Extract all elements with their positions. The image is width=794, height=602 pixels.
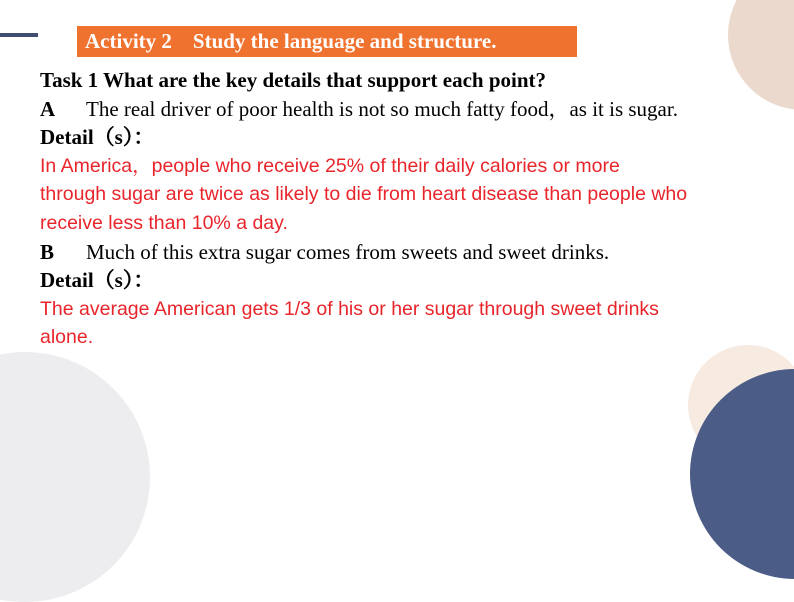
point-a: [40, 95, 780, 124]
point-b: [40, 238, 780, 267]
point-a-detail-label: Detail（s）：: [40, 125, 155, 150]
point-b-text: Much of this extra sugar comes from sweets and sweet drinks.: [86, 239, 610, 264]
point-b-detail-label: Detail（s）：: [40, 268, 155, 293]
point-b-label: B: [40, 239, 55, 264]
task-title: Task 1 What are the key details that support each point?: [40, 68, 547, 92]
point-a-detail-line: receive less than 10% a day.: [40, 211, 288, 234]
point-a-label: A: [40, 96, 56, 121]
point-a-detail-line: In America，people who receive 25% of their daily calories or more: [40, 154, 620, 177]
point-b-detail-line: The average American gets 1/3 of his or her sugar through sweet drinks: [40, 297, 659, 320]
point-b-detail-line: alone.: [40, 326, 94, 349]
decorative-circle-bottom-left: [0, 352, 150, 602]
point-a-detail-line: through sugar are twice as likely to die from heart disease than people who: [40, 183, 688, 206]
activity-banner: Activity 2 Study the language and structure.: [77, 26, 577, 57]
point-a-text: The real driver of poor health is not so much fatty food，as it is sugar.: [86, 96, 678, 121]
accent-line: [0, 33, 38, 37]
slide-content: [40, 66, 780, 352]
